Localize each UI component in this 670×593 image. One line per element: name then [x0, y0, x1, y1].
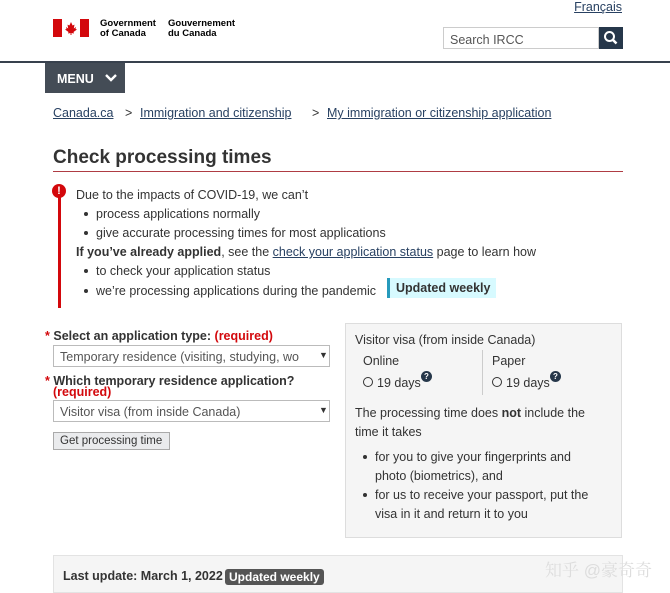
result-item-line: for you to give your fingerprints and — [375, 450, 571, 464]
help-icon[interactable]: ? — [550, 371, 561, 382]
bullet — [84, 289, 88, 293]
online-label: Online — [363, 354, 400, 368]
language-toggle-link[interactable]: Français — [574, 0, 622, 14]
bullet — [363, 455, 367, 459]
note-post: include the — [521, 406, 585, 420]
search-input[interactable]: Search IRCC — [443, 27, 599, 49]
chevron-down-icon — [105, 74, 117, 82]
gov-fr-line2: du Canada — [168, 28, 217, 39]
canada-flag-icon — [53, 19, 89, 37]
title-underline — [53, 171, 623, 172]
result-item-line: visa in it and return it to you — [375, 507, 528, 521]
q2-required: (required) — [53, 385, 112, 399]
alert-intro: Due to the impacts of COVID-19, we can’t — [76, 188, 309, 202]
updated-weekly-tag: Updated weekly — [387, 278, 496, 298]
page-title: Check processing times — [53, 147, 272, 168]
clock-icon — [492, 377, 502, 387]
gov-name-en[interactable] — [100, 19, 156, 39]
column-divider — [482, 350, 483, 395]
note-line1 — [355, 406, 585, 420]
result-item-line: photo (biometrics), and — [375, 469, 503, 483]
result-item-line: for us to receive your passport, put the — [375, 488, 589, 502]
bullet — [84, 269, 88, 273]
check-status-link[interactable]: check your application status — [272, 245, 434, 259]
watermark: 知乎 @豪奇奇 — [545, 561, 652, 580]
note-pre: The processing time does — [355, 406, 502, 420]
required-asterisk: * — [45, 374, 50, 388]
note-bold: not — [501, 406, 522, 420]
temporary-residence-value: Visitor visa (from inside Canada) — [60, 405, 241, 419]
gov-name-fr[interactable] — [168, 19, 235, 39]
q1-required: (required) — [214, 329, 273, 343]
search-icon — [599, 27, 623, 49]
breadcrumb-my-application[interactable]: My immigration or citizenship application — [327, 106, 552, 120]
menu-label: MENU — [57, 72, 94, 86]
breadcrumb-immigration[interactable]: Immigration and citizenship — [140, 106, 292, 120]
alert-bullet: we’re processing applications during the pandemic — [96, 284, 377, 298]
q2-label: Which temporary residence application? — [53, 374, 295, 388]
gov-en-line1: Government — [100, 18, 156, 29]
dropdown-arrow-icon: ▼ — [319, 405, 328, 415]
applied-mid: , see the — [221, 245, 273, 259]
paper-label: Paper — [492, 354, 526, 368]
last-update-label: Last update: March 1, 2022 — [63, 569, 223, 583]
bullet — [363, 493, 367, 497]
paper-days: 19 days — [506, 376, 550, 390]
breadcrumb-canada[interactable]: Canada.ca — [53, 106, 114, 120]
alert-bar — [58, 196, 61, 308]
breadcrumb-separator: > — [312, 106, 320, 120]
alert-bullet: give accurate processing times for most applications — [96, 226, 386, 240]
q1-label-row — [45, 329, 273, 343]
required-asterisk: * — [45, 329, 50, 343]
note-line2: time it takes — [355, 425, 422, 439]
bullet — [84, 231, 88, 235]
application-type-select[interactable] — [53, 345, 330, 367]
clock-icon — [363, 377, 373, 387]
applied-end: page to learn how — [433, 245, 537, 259]
alert-bullet: to check your application status — [96, 264, 271, 278]
search-button[interactable] — [599, 27, 623, 49]
breadcrumb — [53, 106, 113, 120]
q1-label: Select an application type: — [53, 329, 212, 343]
alert-bullet: process applications normally — [96, 207, 260, 221]
online-days: 19 days — [377, 376, 421, 390]
temporary-residence-select[interactable] — [53, 400, 330, 422]
dropdown-arrow-icon: ▼ — [319, 350, 328, 360]
application-type-value: Temporary residence (visiting, studying, wo — [60, 350, 299, 364]
warning-icon: ! — [52, 184, 66, 198]
menu-button[interactable] — [45, 63, 125, 93]
gov-en-line2: of Canada — [100, 28, 146, 39]
get-processing-time-button[interactable]: Get processing time — [53, 432, 170, 450]
applied-bold: If you’ve already applied — [76, 245, 222, 259]
result-title: Visitor visa (from inside Canada) — [355, 333, 536, 347]
bullet — [84, 212, 88, 216]
alert-applied-line — [76, 245, 536, 259]
help-icon[interactable]: ? — [421, 371, 432, 382]
gov-fr-line1: Gouvernement — [168, 18, 236, 29]
updated-weekly-badge: Updated weekly — [225, 569, 324, 585]
breadcrumb-separator: > — [125, 106, 133, 120]
